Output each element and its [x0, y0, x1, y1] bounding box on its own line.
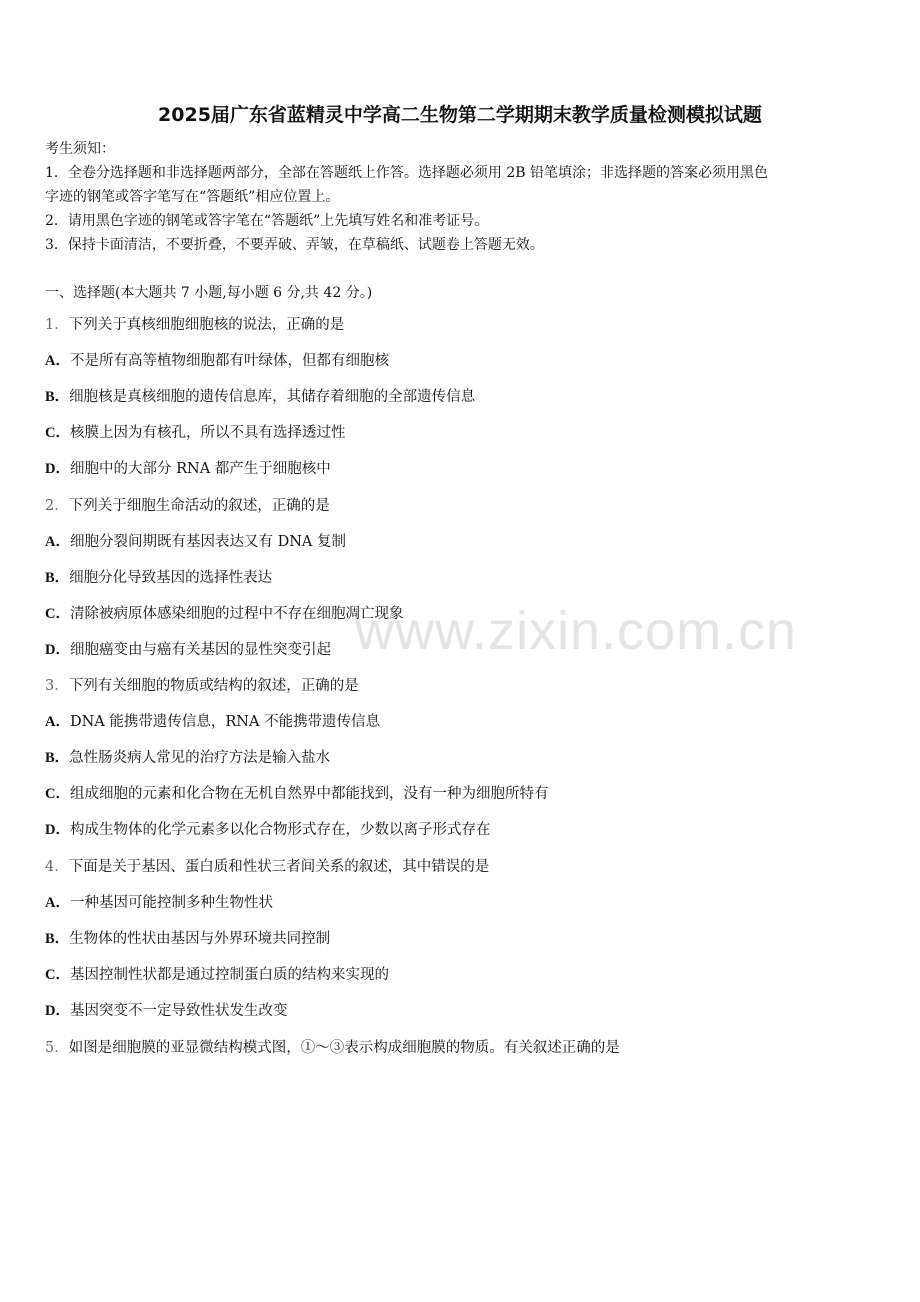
option-4d: [45, 999, 287, 1020]
option-1d: [45, 457, 331, 478]
option-4c: [45, 963, 389, 984]
option-letter: A．: [45, 895, 70, 911]
question-number: 3．: [45, 678, 69, 694]
option-text: 清除被病原体感染细胞的过程中不存在细胞凋亡现象: [69, 606, 404, 622]
option-4b: [45, 927, 330, 948]
option-2c: [45, 602, 403, 623]
note-line: 2．请用黑色字迹的钢笔或答字笔在“答题纸”上先填写姓名和准考证号。: [45, 213, 489, 229]
question-3: [45, 674, 359, 695]
notes-heading: 考生须知：: [45, 141, 115, 157]
option-letter: B．: [45, 389, 70, 405]
option-letter: D．: [45, 461, 70, 477]
option-letter: D．: [45, 822, 70, 838]
option-letter: C．: [45, 967, 70, 983]
option-text: 基因控制性状都是通过控制蛋白质的结构来实现的: [69, 967, 389, 983]
option-letter: A．: [45, 714, 70, 730]
question-text: 下列关于真核细胞细胞核的说法，正确的是: [68, 317, 345, 333]
option-letter: B．: [45, 570, 70, 586]
option-letter: D．: [45, 1003, 70, 1019]
option-4a: [45, 891, 273, 912]
section-heading: 一、选择题(本大题共 7 小题,每小题 6 分,共 42 分。): [45, 285, 373, 301]
option-letter: B．: [45, 931, 70, 947]
question-number: 4．: [45, 859, 69, 875]
option-text: 细胞分裂间期既有基因表达又有 DNA 复制: [69, 534, 346, 550]
option-text: 组成细胞的元素和化合物在无机自然界中都能找到，没有一种为细胞所特有: [69, 786, 549, 802]
option-text: 基因突变不一定导致性状发生改变: [69, 1003, 288, 1019]
option-text: 一种基因可能控制多种生物性状: [69, 895, 273, 911]
note-line: 3．保持卡面清洁，不要折叠，不要弄破、弄皱，在草稿纸、试题卷上答题无效。: [45, 237, 544, 253]
option-1a: [45, 349, 389, 370]
exam-notes: [45, 137, 885, 257]
option-letter: C．: [45, 606, 70, 622]
option-1b: [45, 385, 475, 406]
option-letter: D．: [45, 642, 70, 658]
option-2a: [45, 530, 346, 551]
option-letter: B．: [45, 750, 70, 766]
question-number: 2．: [45, 498, 69, 514]
option-text: 细胞分化导致基因的选择性表达: [69, 570, 273, 586]
question-text: 下面是关于基因、蛋白质和性状三者间关系的叙述，其中错误的是: [68, 859, 490, 875]
note-line: 1．全卷分选择题和非选择题两部分，全部在答题纸上作答。选择题必须用 2B 铅笔填涂；非选择题的答案必须用黑色: [45, 165, 768, 181]
option-text: 核膜上因为有核孔，所以不具有选择透过性: [69, 425, 346, 441]
question-4: [45, 855, 489, 876]
option-text: DNA 能携带遗传信息，RNA 不能携带遗传信息: [69, 714, 381, 730]
question-5: [45, 1036, 620, 1057]
question-number: 1．: [45, 317, 69, 333]
page-title: 2025届广东省蓝精灵中学高二生物第二学期期末教学质量检测模拟试题: [158, 104, 762, 126]
watermark: www.zixin.com.cn: [355, 601, 798, 661]
option-letter: A．: [45, 353, 70, 369]
question-2: [45, 494, 330, 515]
option-1c: [45, 421, 345, 442]
option-2d: [45, 638, 331, 659]
option-text: 细胞核是真核细胞的遗传信息库，其储存着细胞的全部遗传信息: [69, 389, 476, 405]
option-letter: A．: [45, 534, 70, 550]
option-text: 细胞中的大部分 RNA 都产生于细胞核中: [69, 461, 331, 477]
option-letter: C．: [45, 786, 70, 802]
option-3a: [45, 710, 380, 731]
question-text: 下列关于细胞生命活动的叙述，正确的是: [68, 498, 330, 514]
option-3d: [45, 818, 490, 839]
option-3b: [45, 746, 330, 767]
option-text: 细胞癌变由与癌有关基因的显性突变引起: [69, 642, 331, 658]
note-line: 字迹的钢笔或答字笔写在“答题纸”相应位置上。: [45, 189, 340, 205]
question-number: 5．: [45, 1040, 69, 1056]
option-text: 不是所有高等植物细胞都有叶绿体，但都有细胞核: [69, 353, 389, 369]
option-text: 急性肠炎病人常见的治疗方法是输入盐水: [69, 750, 331, 766]
option-letter: C．: [45, 425, 70, 441]
option-text: 生物体的性状由基因与外界环境共同控制: [69, 931, 331, 947]
option-2b: [45, 566, 272, 587]
question-text: 下列有关细胞的物质或结构的叙述，正确的是: [68, 678, 359, 694]
question-1: [45, 313, 344, 334]
question-text: 如图是细胞膜的亚显微结构模式图，①～③表示构成细胞膜的物质。有关叙述正确的是: [68, 1040, 620, 1056]
option-3c: [45, 782, 548, 803]
option-text: 构成生物体的化学元素多以化合物形式存在，少数以离子形式存在: [69, 822, 491, 838]
